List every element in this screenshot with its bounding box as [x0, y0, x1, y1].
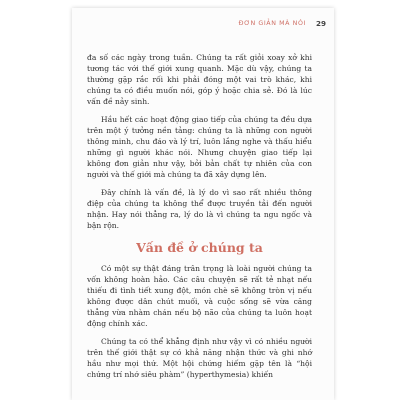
paragraph-4: Có một sự thật đáng trân trọng là loài người chúng ta vốn không hoàn hảo. Các câu chuyện sẽ rất tẻ nhạt nếu thiếu đi tình tiết xung đột, món chè sẽ không tròn vị nếu không được dân chút muối, và cuộc sống sẽ vừa căng thẳng vừa nhàm chán nếu bộ não của chúng ta luôn hoạt động chính xác.	[87, 264, 312, 328]
paragraph-3: Đây chính là vấn đề, là lý do vì sao rất nhiều thông điệp của chúng ta không thể được truyền tải đến người nhận. Hay nói thẳng ra, lý do là vì chúng ta ngu ngốc và bận rộn.	[87, 188, 312, 230]
page-body	[87, 52, 312, 387]
paragraph-2: Hầu hết các hoạt động giao tiếp của chúng ta đều dựa trên một ý tưởng nền tảng: chúng ta là những con người thông minh, chu đáo và lý trí, luôn lắng nghe và thấu hiểu những gì người khác nói. Nhưng chuyện giao tiếp lại không đơn giản như vậy, bởi bản chất tự nhiên của con người và thế giới mà chúng ta đã xây dựng lên.	[87, 115, 312, 179]
running-title: ĐƠN GIẢN MÀ NÓI	[238, 20, 306, 27]
page-number: 29	[315, 19, 326, 28]
paragraph-1: đa số các ngày trong tuần. Chúng ta rất giỏi xoay xở khi tương tác với thế giới xung quanh. Mặc dù vậy, chúng ta thường gặp rắc rối khi phải đóng một vai trò khác, khi chúng ta có điều muốn nói, góp ý hoặc chia sẻ. Đó là lúc vấn đề nảy sinh.	[87, 53, 312, 106]
paragraph-5: Chúng ta có thể khẳng định như vậy vì có nhiều người trên thế giới thật sự có khả năng nhận thức và ghi nhớ hầu như mọi thứ. Một hội chứng hiếm gặp tên là “hội chứng trí nhớ siêu phàm” (hyperthymesia) khiến	[87, 337, 312, 379]
running-header	[239, 19, 326, 28]
section-heading: Vấn đề ở chúng ta	[136, 240, 263, 255]
